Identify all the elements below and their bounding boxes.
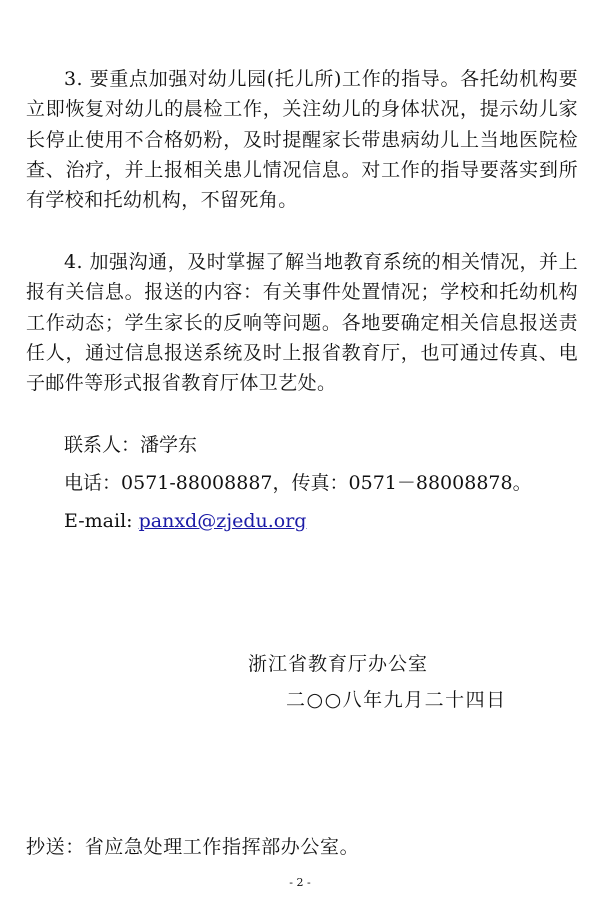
email-link[interactable]: panxd@zjedu.org	[138, 510, 307, 532]
signature-date: 二○○八年九月二十四日	[286, 689, 507, 711]
phone-label: 电话：	[64, 472, 122, 494]
paragraph-4: 4. 加强沟通，及时掌握了解当地教育系统的相关情况，并上报有关信息。报送的内容：有关事件处置情况；学校和托幼机构工作动态；学生家长的反响等问题。各地要确定相关信息报送责任人，通过信息报送系统及时上报省教育厅，也可通过传真、电子邮件等形式报省教育厅体卫艺处。	[26, 251, 578, 395]
contact-line	[64, 430, 197, 460]
email-line	[64, 506, 306, 536]
fax-number: 0571－88008878	[348, 472, 513, 494]
phone-line	[64, 468, 532, 498]
paragraph-3: 3. 要重点加强对幼儿园(托儿所)工作的指导。各托幼机构要立即恢复对幼儿的晨检工作，关注幼儿的身体状况，提示幼儿家长停止使用不合格奶粉，及时提醒家长带患病幼儿上当地医院检查、治疗，并上报相关患儿情况信息。对工作的指导要落实到所有学校和托幼机构，不留死角。	[26, 68, 578, 212]
cc-line: 抄送：省应急处理工作指挥部办公室。	[26, 836, 360, 858]
phone-separator: ，	[272, 472, 292, 494]
contact-label: 联系人：	[64, 434, 141, 456]
contact-name: 潘学东	[140, 434, 198, 456]
fax-label: 传真：	[291, 472, 349, 494]
phone-number: 0571-88008887	[121, 472, 273, 494]
email-label: E-mail:	[64, 510, 139, 532]
phone-line-end: 。	[512, 472, 532, 494]
page-number: - 2 -	[289, 876, 311, 889]
signature-office: 浙江省教育厅办公室	[248, 653, 429, 675]
